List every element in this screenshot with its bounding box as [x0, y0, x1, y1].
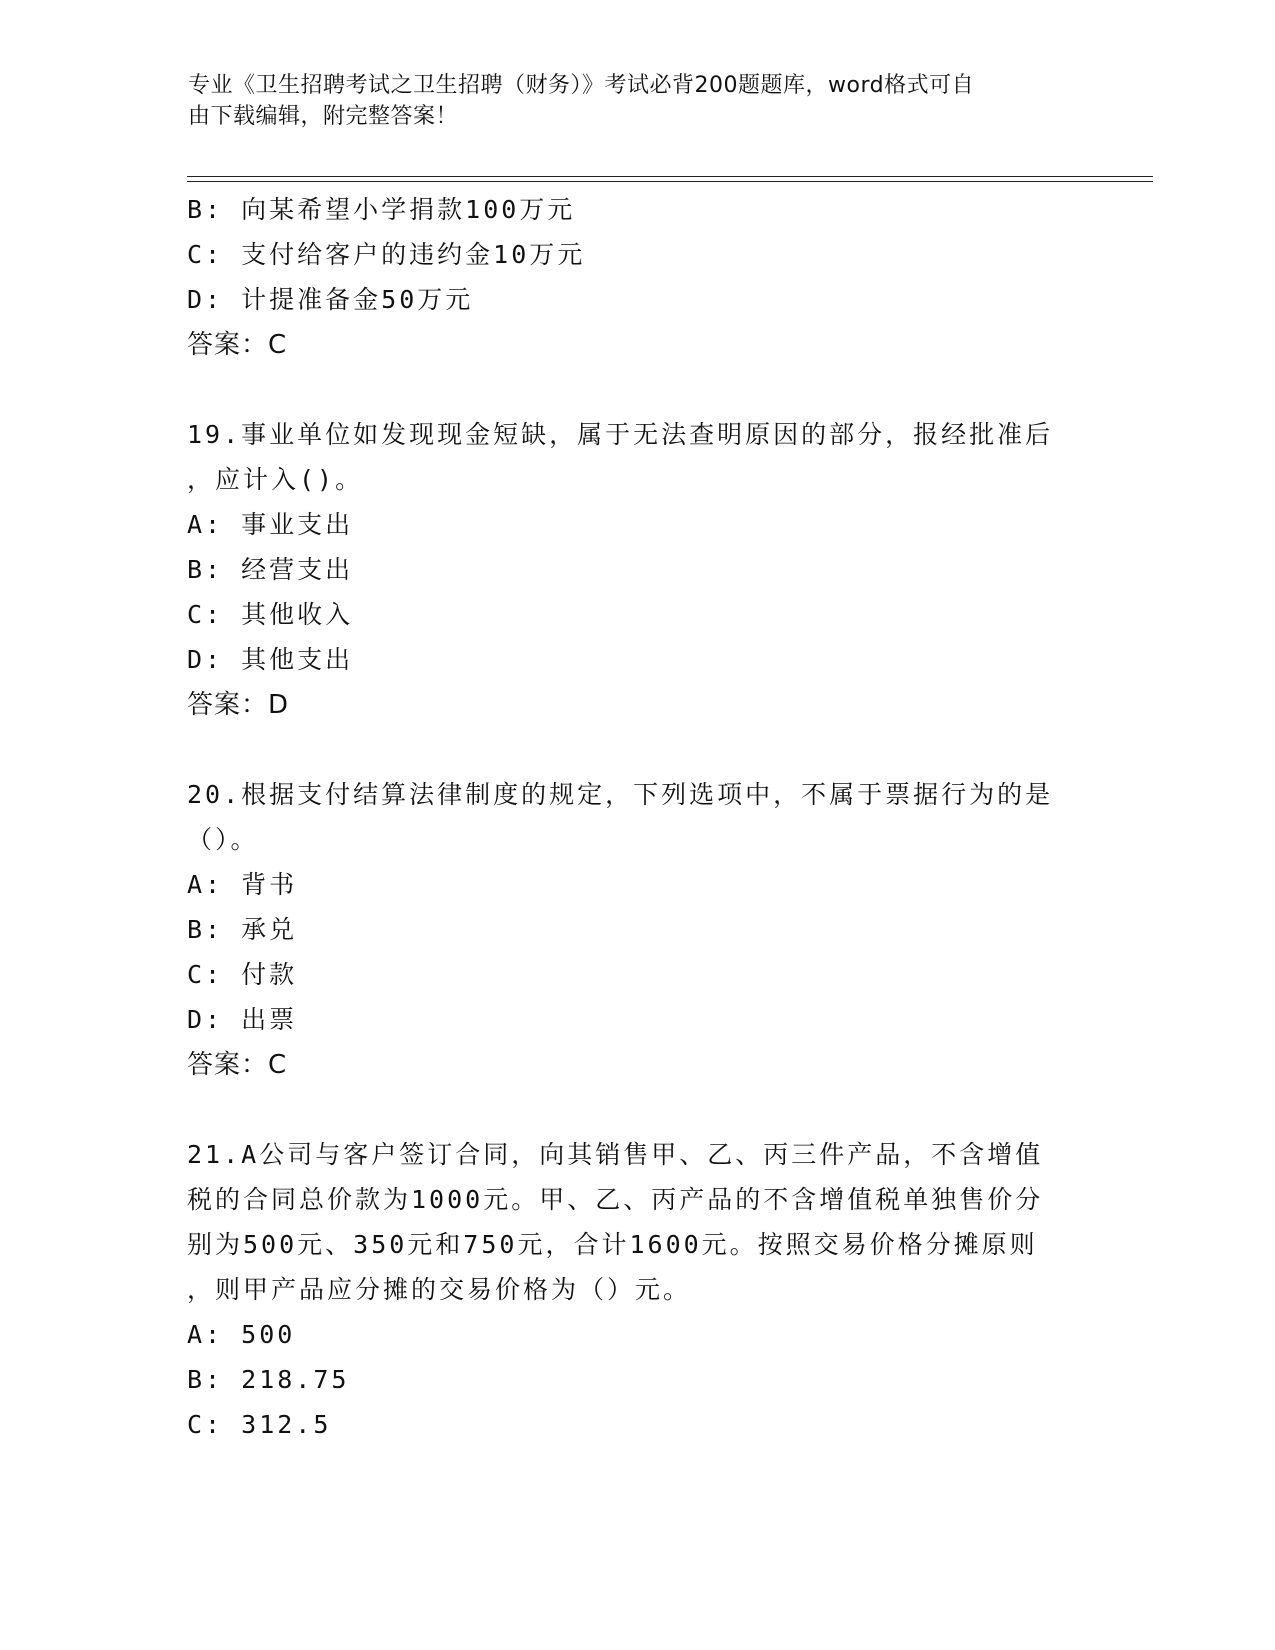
header-divider-top — [187, 176, 1153, 177]
q19-stem-line-1: 19.事业单位如发现现金短缺，属于无法查明原因的部分，报经批准后 — [187, 420, 1054, 449]
q20-option-b: B: 承兑 — [187, 915, 298, 944]
q20-option-d: D: 出票 — [187, 1005, 298, 1034]
q21-stem-line-1: 21.A公司与客户签订合同，向其销售甲、乙、丙三件产品，不含增值 — [187, 1140, 1044, 1169]
q19-option-a: A: 事业支出 — [187, 510, 354, 539]
document-header — [188, 70, 1068, 132]
header-line-1: 专业《卫生招聘考试之卫生招聘（财务）》考试必背200题题库，word格式可自 — [188, 73, 975, 98]
q19-stem-line-2: ，应计入()。 — [187, 465, 364, 494]
q20-stem-line-2: （）。 — [187, 825, 259, 854]
q18-option-c: C: 支付给客户的违约金10万元 — [187, 240, 586, 269]
q19-option-d: D: 其他支出 — [187, 645, 354, 674]
q20-answer: 答案：C — [187, 1050, 288, 1080]
q19-option-b: B: 经营支出 — [187, 555, 354, 584]
q21-option-c: C: 312.5 — [187, 1410, 332, 1439]
q20-option-c: C: 付款 — [187, 960, 298, 989]
header-divider-bottom — [187, 181, 1153, 182]
q19-answer: 答案：D — [187, 690, 290, 720]
q21-option-a: A: 500 — [187, 1320, 296, 1349]
header-line-2: 由下载编辑，附完整答案！ — [188, 104, 459, 129]
q18-option-b: B: 向某希望小学捐款100万元 — [187, 195, 576, 224]
q21-stem-line-4: ，则甲产品应分摊的交易价格为（）元。 — [187, 1275, 692, 1304]
q19-option-c: C: 其他收入 — [187, 600, 354, 629]
q20-option-a: A: 背书 — [187, 870, 298, 899]
q18-option-d: D: 计提准备金50万元 — [187, 285, 474, 314]
q21-option-b: B: 218.75 — [187, 1365, 350, 1394]
q18-answer: 答案：C — [187, 330, 288, 360]
q21-stem-line-2: 税的合同总价款为1000元。甲、乙、丙产品的不含增值税单独售价分 — [187, 1185, 1044, 1214]
q21-stem-line-3: 别为500元、350元和750元，合计1600元。按照交易价格分摊原则 — [187, 1230, 1038, 1259]
q20-stem-line-1: 20.根据支付结算法律制度的规定，下列选项中，不属于票据行为的是 — [187, 780, 1054, 809]
